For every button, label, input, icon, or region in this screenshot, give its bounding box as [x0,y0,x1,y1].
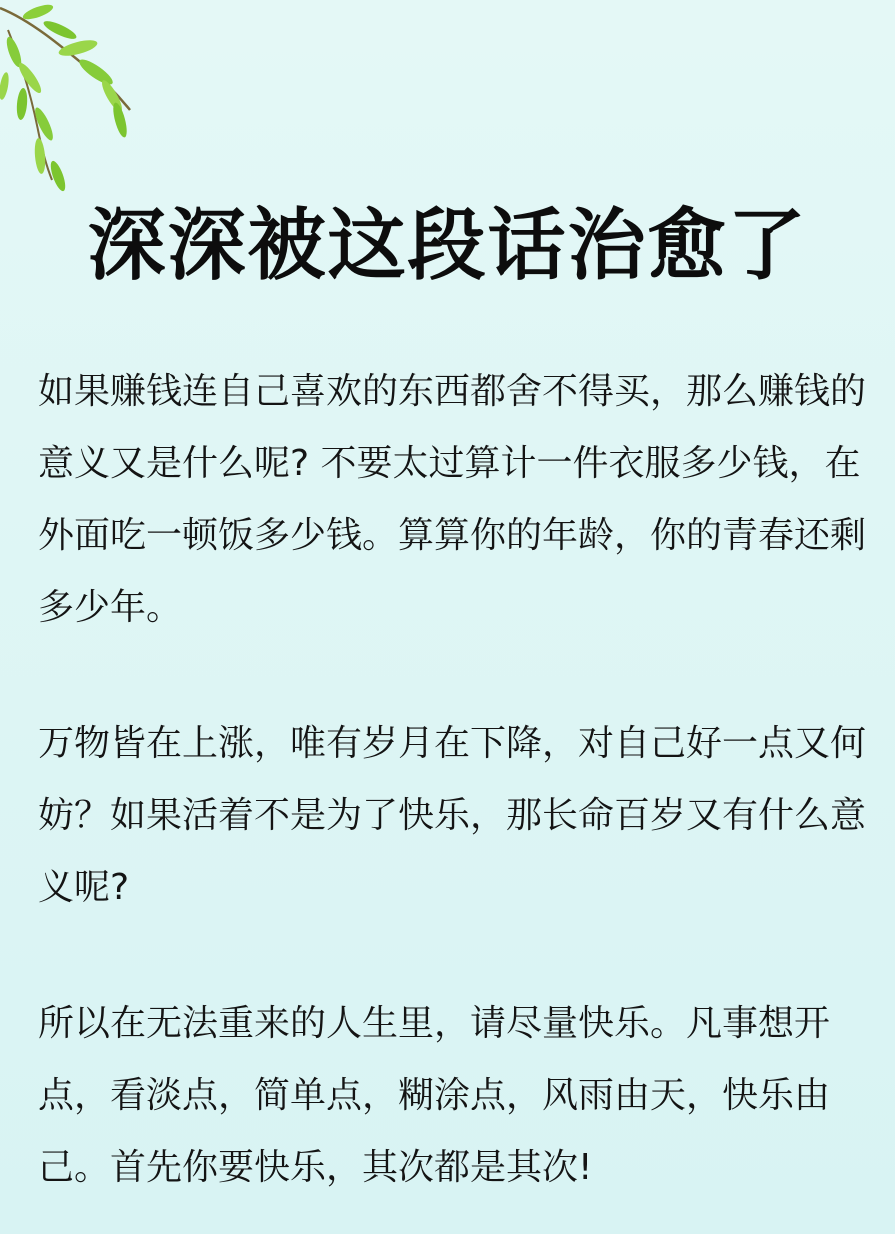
paragraph-3: 所以在无法重来的人生里，请尽量快乐。凡事想开点，看淡点，简单点，糊涂点，风雨由天，快乐由己。首先你要快乐，其次都是其次! [38,1003,831,1188]
willow-branch-icon [0,0,140,200]
page-title: 深深被这段话治愈了 [87,201,808,291]
paragraph-1: 如果赚钱连自己喜欢的东西都舍不得买，那么赚钱的意义又是什么呢? 不要太过算计一件衣服多少钱，在外面吃一顿饭多少钱。算算你的年龄，你的青春还剩多少年。 [38,371,867,628]
paragraph-2: 万物皆在上涨，唯有岁月在下降，对自己好一点又何妨？如果活着不是为了快乐，那长命百岁又有什么意义呢? [38,723,867,908]
